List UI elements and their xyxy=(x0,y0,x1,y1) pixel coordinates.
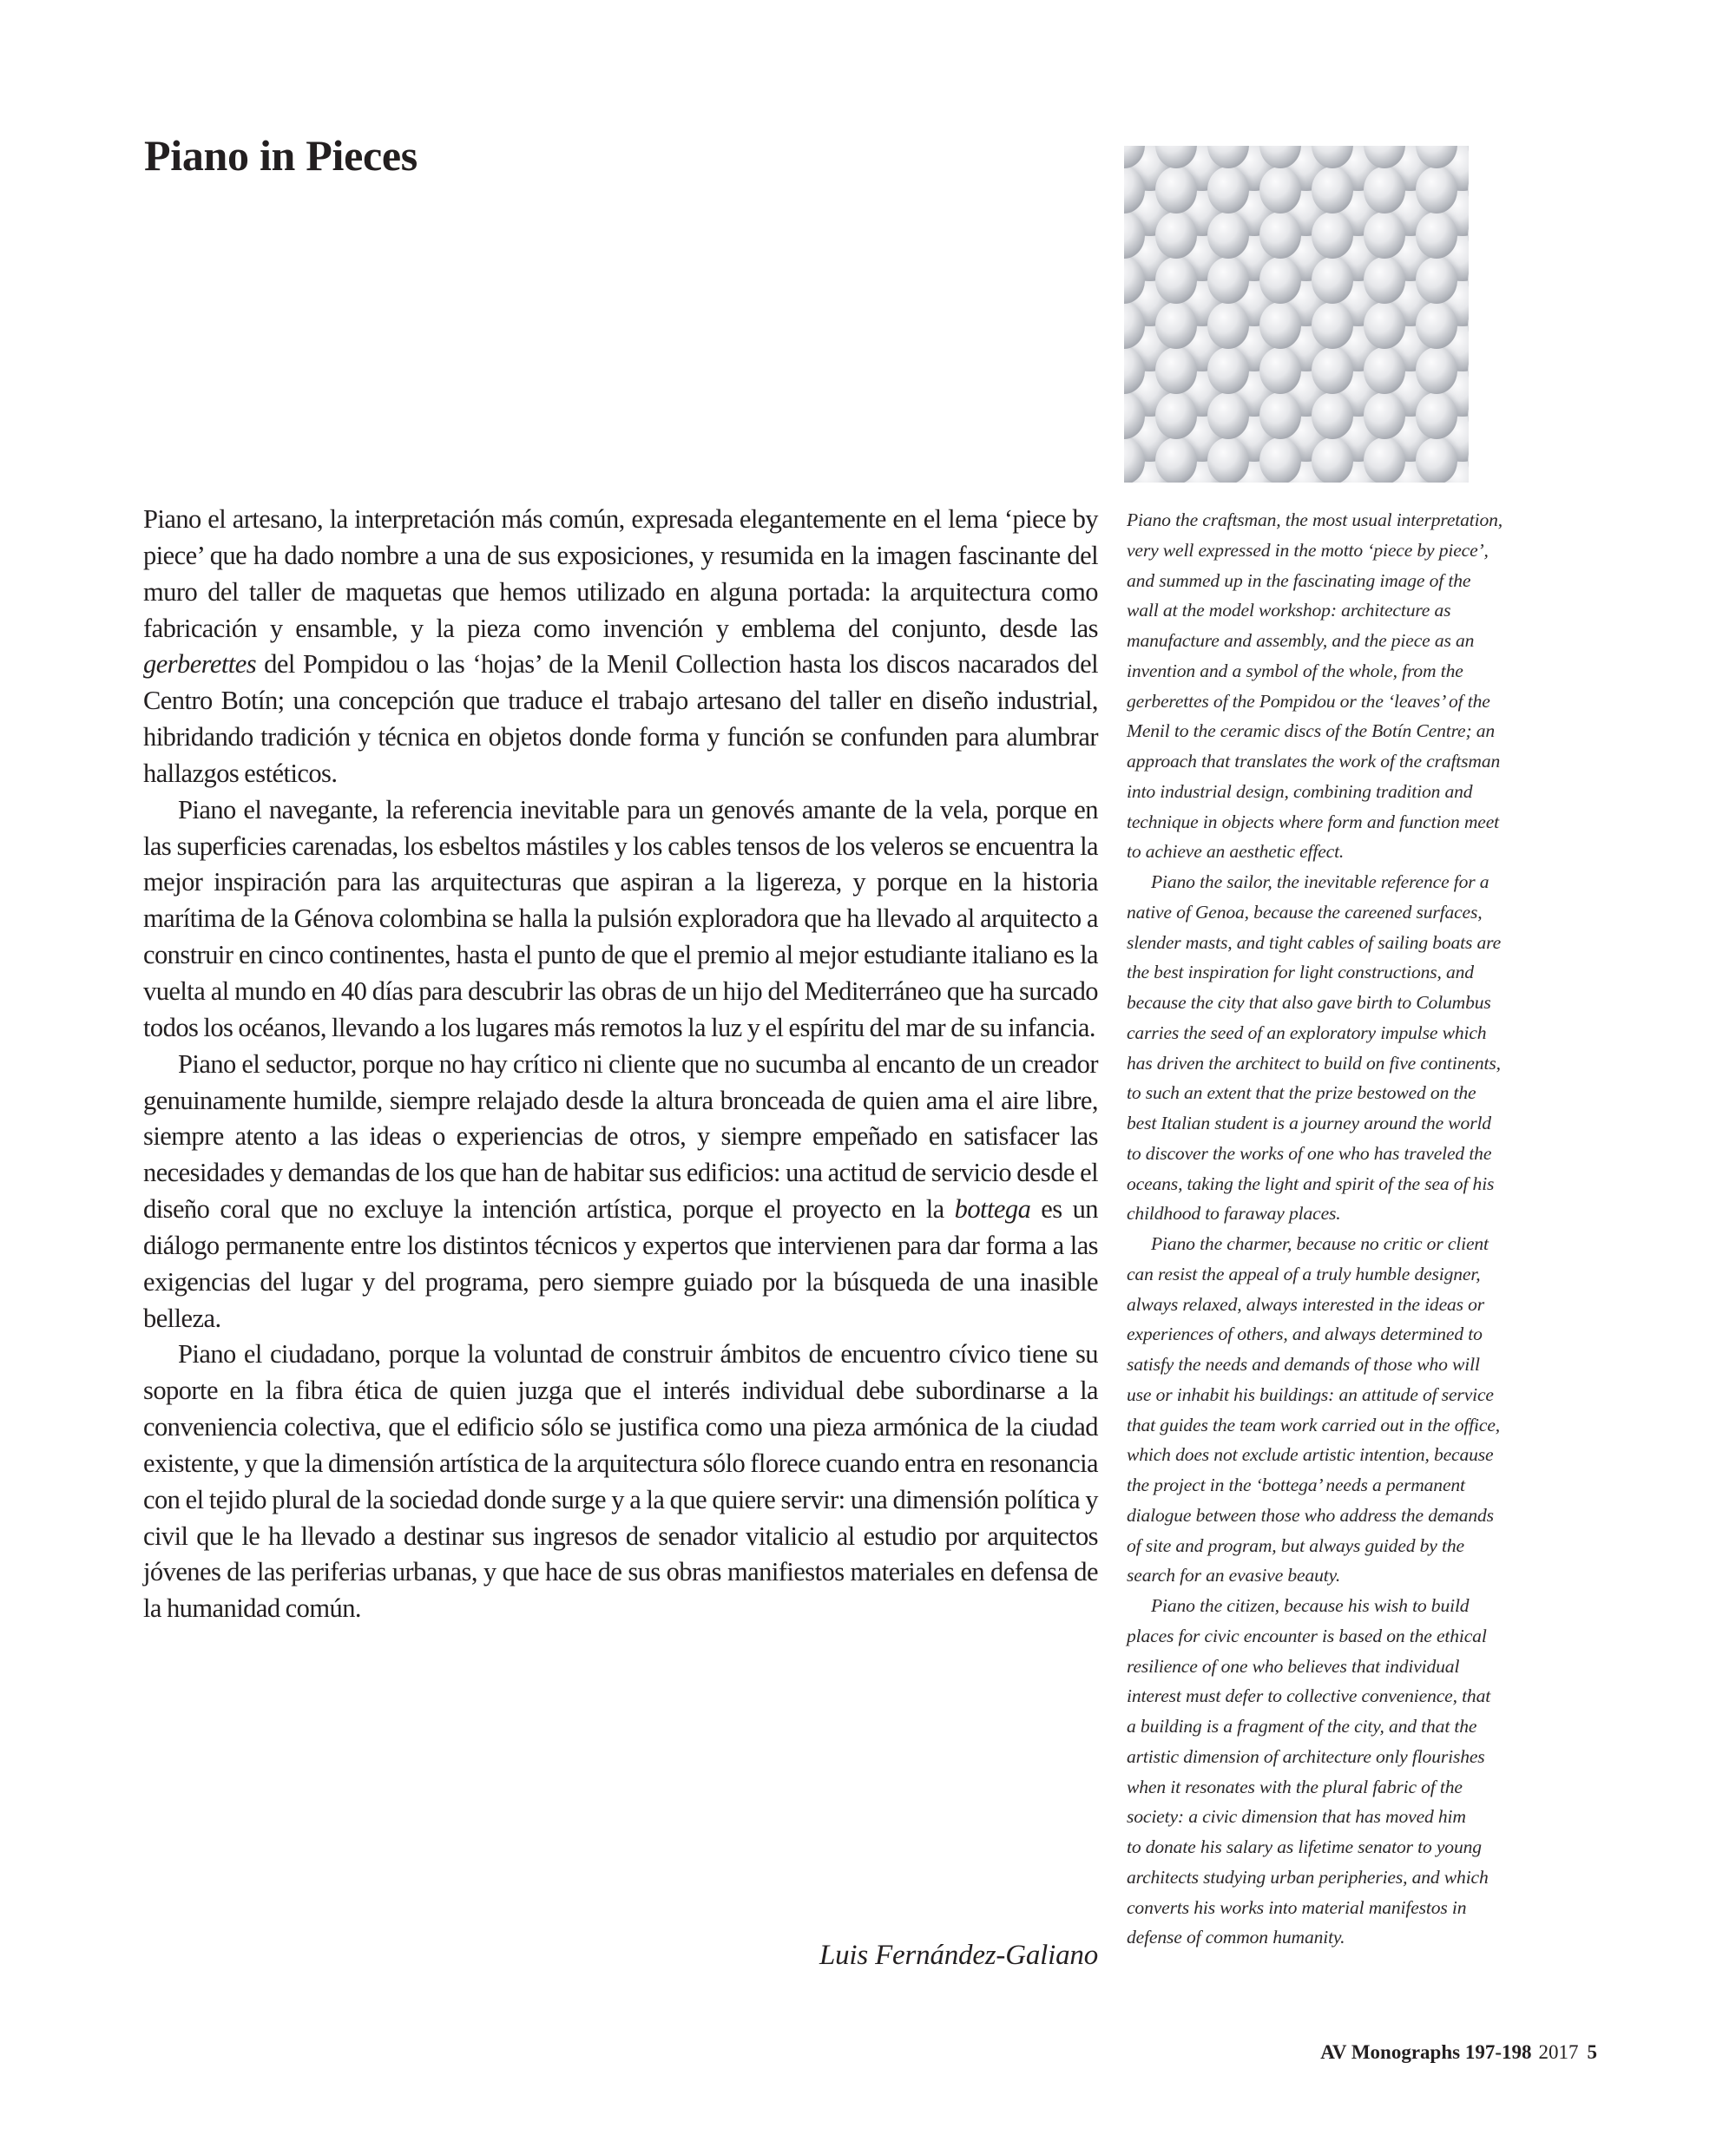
english-text-line: that guides the team work carried out in the office, xyxy=(1127,1414,1501,1435)
english-text-line: native of Genoa, because the careened surfaces, xyxy=(1127,901,1483,923)
english-text-line: into industrial design, combining tradition and xyxy=(1127,780,1473,802)
english-text-line: invention and a symbol of the whole, from the xyxy=(1127,660,1463,681)
english-paragraph-sailor xyxy=(1127,867,1595,1229)
english-text-line: Menil to the ceramic discs of the Botín Centre; an xyxy=(1127,720,1496,742)
author-signature: Luis Fernández-Galiano xyxy=(819,1940,1098,1971)
english-text-line: Piano the craftsman, the most usual interpretation, xyxy=(1127,509,1503,530)
article-title: Piano in Pieces xyxy=(144,131,418,180)
issue-year: 2017 xyxy=(1538,2041,1579,2063)
spanish-paragraph-charmer: Piano el seductor, porque no hay crítico ni cliente que no sucumba al encanto de un creador genuinamente humilde, siempre relajado desde la altura bronceada de quien ama el aire libre, siempre atento a las ideas o experiencias de otros, y siempre empeñado en satisfacer las necesidades y demandas de los que han de habitar sus edificios: una actitud de servicio desde el diseño coral que no excluye la intención artística, porque el proyecto en la bottega es un diálogo permanente entre los distintos técnicos y expertos que intervienen para dar forma a las exigencias del lugar y del programa, pero siempre guiado por la búsqueda de una inasible belleza. xyxy=(143,1048,1098,1333)
english-text-line: technique in objects where form and function meet xyxy=(1127,811,1500,832)
spanish-paragraph-craftsman: Piano el artesano, la interpretación más común, expresada elegantemente en el lema ‘piece by piece’ que ha dado nombre a una de sus exposiciones, y resumida en la imagen fascinante del muro del taller de maquetas que hemos utilizado en alguna portada: la arquitectura como fabricación y ensamble, y la pieza como invención y emblema del conjunto, desde las gerberettes del Pompidou o las ‘hojas’ de la Menil Collection hasta los discos nacarados del Centro Botín; una concepción que traduce el trabajo artesano del taller en diseño industrial, hibridando tradición y técnica en objetos donde forma y función se confunden para alumbrar hallazgos estéticos. xyxy=(143,504,1098,788)
english-text-line: resilience of one who believes that individual xyxy=(1127,1655,1460,1677)
english-text-line: to donate his salary as lifetime senator to young xyxy=(1127,1836,1482,1857)
english-text-line: defense of common humanity. xyxy=(1127,1927,1345,1948)
english-text-line: gerberettes of the Pompidou or the ‘leaves’ of the xyxy=(1127,690,1490,712)
spanish-paragraph-citizen: Piano el ciudadano, porque la voluntad de construir ámbitos de encuentro cívico tiene su soporte en la fibra ética de quien juzga que el interés individual debe subordinarse a la conveniencia colectiva, que el edificio sólo se justifica como una pieza armónica de la ciudad existente, y que la dimensión artística de la arquitectura sólo florece cuando entra en resonancia con el tejido plural de la sociedad donde surge y a la que quiere servir: una dimensión política y civil que le ha llevado a destinar sus ingresos de senador vitalicio al estudio por arquitectos jóvenes de las periferias urbanas, y que hace de sus obras manifiestos materiales en defensa de la humanidad común. xyxy=(143,1339,1098,1624)
english-text-line: interest must defer to collective convenience, that xyxy=(1127,1685,1491,1707)
english-text-line: use or inhabit his buildings: an attitude of service xyxy=(1127,1383,1494,1405)
english-text-line: Piano the charmer, because no critic or client xyxy=(1151,1233,1489,1254)
english-text-line: oceans, taking the light and spirit of the sea of his xyxy=(1127,1173,1495,1194)
english-text-line: search for an evasive beauty. xyxy=(1127,1565,1341,1586)
english-text-line: dialogue between those who address the demands xyxy=(1127,1504,1494,1526)
english-text-line: experiences of others, and always determined to xyxy=(1127,1324,1483,1345)
english-text-line: when it resonates with the plural fabric of the xyxy=(1127,1776,1463,1797)
italic-term: gerberettes xyxy=(143,649,257,680)
page-number: 5 xyxy=(1587,2041,1597,2063)
english-text-line: converts his works into material manifestos in xyxy=(1127,1896,1467,1918)
english-text-line: childhood to faraway places. xyxy=(1127,1203,1341,1225)
english-text-line: society: a civic dimension that has moved him xyxy=(1127,1806,1466,1828)
english-text-line: and summed up in the fascinating image of the xyxy=(1127,569,1471,591)
english-text-line: artistic dimension of architecture only flourishes xyxy=(1127,1745,1485,1767)
english-paragraph-craftsman xyxy=(1127,505,1595,867)
english-text-line: wall at the model workshop: architecture as xyxy=(1127,600,1451,621)
english-text-line: carries the seed of an exploratory impulse which xyxy=(1127,1021,1487,1043)
english-paragraph-citizen xyxy=(1127,1591,1595,1953)
english-text-line: can resist the appeal of a truly humble designer, xyxy=(1127,1263,1481,1284)
english-paragraph-charmer xyxy=(1127,1229,1595,1591)
spanish-text-column xyxy=(143,502,1098,1627)
english-text-line: places for civic encounter is based on the ethical xyxy=(1127,1625,1487,1646)
english-text-line: manufacture and assembly, and the piece as an xyxy=(1127,630,1475,651)
english-text-line: because the city that also gave birth to Columbus xyxy=(1127,992,1491,1013)
spanish-paragraph-sailor: Piano el navegante, la referencia inevitable para un genovés amante de la vela, porque en las superficies carenadas, los esbeltos mástiles y los cables tensos de los veleros se encuentra la mejor inspiración para las arquitecturas que aspiran a la ligereza, y porque en la historia marítima de la Génova colombina se halla la pulsión exploradora que ha llevado al arquitecto a construir en cinco continentes, hasta el punto de que el premio al mejor estudiante italiano es la vuelta al mundo en 40 días para descubrir las obras de un hijo del Mediterráneo que ha surcado todos los océanos, llevando a los lugares más remotos la luz y el espíritu del mar de su infancia. xyxy=(143,794,1098,1042)
ceramic-discs-photo xyxy=(1124,146,1469,483)
english-text-line: the project in the ‘bottega’ needs a permanent xyxy=(1127,1475,1465,1495)
english-text-line: best Italian student is a journey around the world xyxy=(1127,1113,1491,1133)
english-text-column xyxy=(1127,505,1595,1953)
english-text-line: Piano the citizen, because his wish to build xyxy=(1151,1595,1470,1616)
page-footer xyxy=(1320,2040,1597,2065)
english-text-line: approach that translates the work of the craftsman xyxy=(1127,751,1501,772)
photo-ceramic-discs-icon xyxy=(1124,146,1469,483)
english-text-line: architects studying urban peripheries, and which xyxy=(1127,1866,1489,1888)
italic-term: bottega xyxy=(954,1194,1031,1225)
english-text-line: has driven the architect to build on five continents, xyxy=(1127,1052,1501,1074)
english-text-line: to discover the works of one who has traveled the xyxy=(1127,1142,1492,1164)
english-text-line: to such an extent that the prize bestowed on the xyxy=(1127,1082,1476,1104)
english-text-line: the best inspiration for light constructions, and xyxy=(1127,962,1474,983)
english-text-line: to achieve an aesthetic effect. xyxy=(1127,841,1345,863)
magazine-name: AV Monographs 197-198 xyxy=(1320,2041,1532,2063)
english-text-line: of site and program, but always guided by the xyxy=(1127,1534,1464,1556)
english-text-line: always relaxed, always interested in the ideas or xyxy=(1127,1293,1485,1315)
english-text-line: Piano the sailor, the inevitable reference for a xyxy=(1151,871,1489,892)
english-text-line: satisfy the needs and demands of those who will xyxy=(1127,1354,1480,1375)
english-text-line: a building is a fragment of the city, and that the xyxy=(1127,1716,1477,1737)
english-text-line: which does not exclude artistic intention, because xyxy=(1127,1444,1494,1466)
english-text-line: very well expressed in the motto ‘piece by piece’, xyxy=(1127,539,1489,561)
english-text-line: slender masts, and tight cables of sailing boats are xyxy=(1127,931,1502,953)
